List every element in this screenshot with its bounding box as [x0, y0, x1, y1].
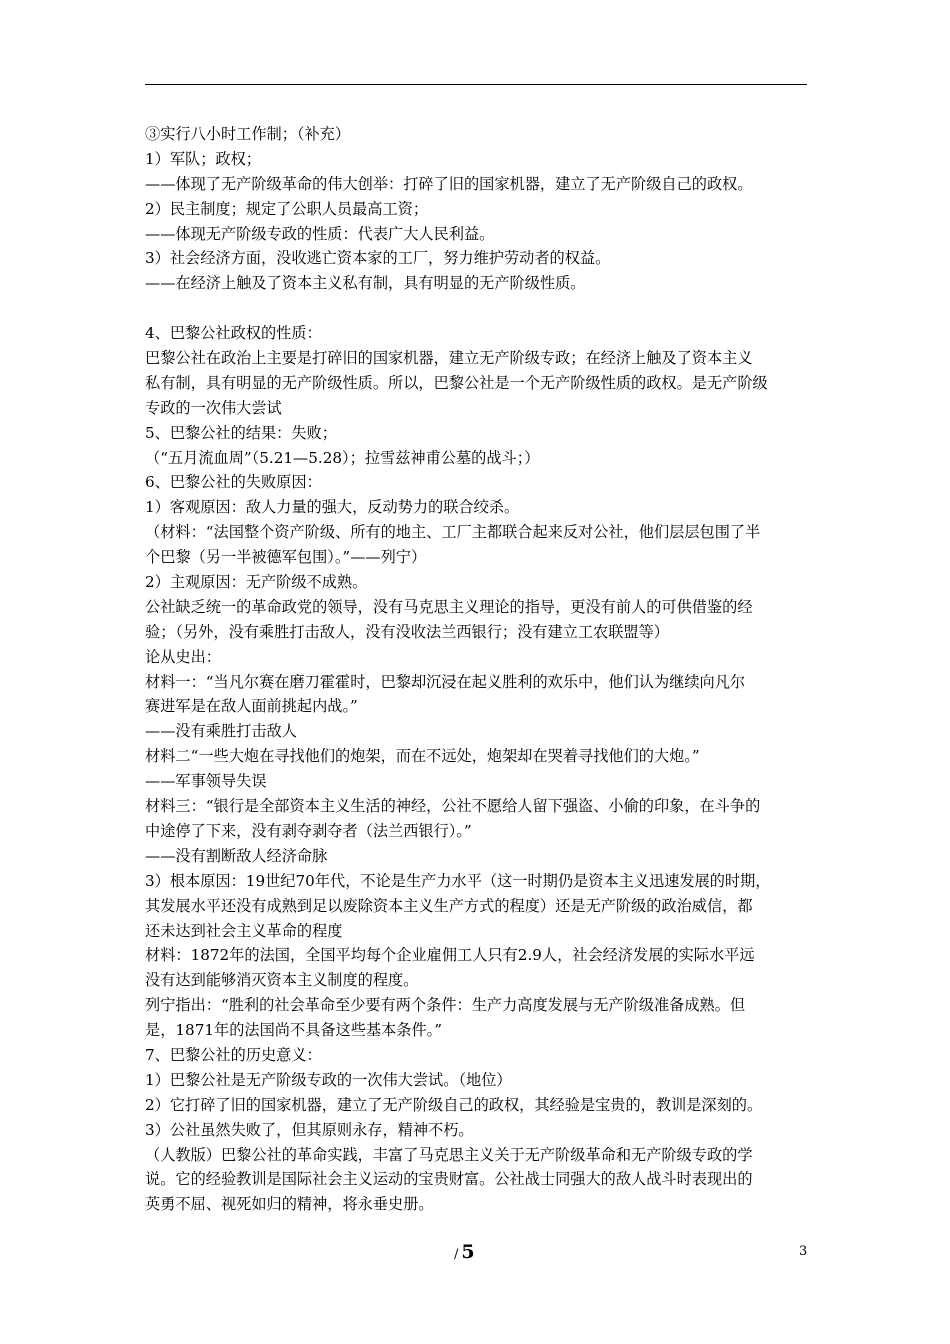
- text-line: 1）巴黎公社是无产阶级专政的一次伟大尝试。（地位）: [145, 1070, 512, 1089]
- text-line: 2）它打碎了旧的国家机器，建立了无产阶级自己的政权，其经验是宝贵的，教训是深刻的。: [145, 1095, 763, 1114]
- text-line: 列宁指出：“胜利的社会革命至少要有两个条件：生产力高度发展与无产阶级准备成熟。但: [145, 996, 746, 1015]
- text-line: 公社缺乏统一的革命政党的领导，没有马克思主义理论的指导，更没有前人的可供借鉴的经: [145, 597, 753, 616]
- text-line: 4、巴黎公社政权的性质：: [145, 324, 322, 343]
- text-line: 验；（另外，没有乘胜打击敌人，没有没收法兰西银行；没有建立工农联盟等）: [145, 622, 669, 641]
- text-line: 赛进军是在敌人面前挑起内战。”: [145, 697, 358, 716]
- text-line: 材料一：“当凡尔赛在磨刀霍霍时，巴黎却沉浸在起义胜利的欢乐中，他们认为继续向凡尔: [145, 672, 746, 691]
- text-line: 是，1871年的法国尚不具备这些基本条件。”: [145, 1021, 443, 1040]
- text-line: 巴黎公社在政治上主要是打碎旧的国家机器，建立无产阶级专政；在经济上触及了资本主义: [145, 349, 753, 368]
- text-line: 材料：1872年的法国，全国平均每个企业雇佣工人只有2.9人，社会经济发展的实际水平远: [145, 946, 755, 965]
- text-line: 3）社会经济方面，没收逃亡资本家的工厂，努力维护劳动者的权益。: [145, 249, 611, 268]
- text-line: 2）主观原因：无产阶级不成熟。: [145, 573, 368, 592]
- page-total-slash: /: [454, 1247, 459, 1262]
- text-line: ——没有割断敌人经济命脉: [145, 846, 328, 865]
- text-line: ——体现了无产阶级革命的伟大创举：打碎了旧的国家机器，建立了无产阶级自己的政权。: [145, 174, 753, 193]
- text-line: 说。它的经验教训是国际社会主义运动的宝贵财富。公社战士同强大的敌人战斗时表现出的: [145, 1170, 753, 1189]
- text-line: （材料：“法国整个资产阶级、所有的地主、工厂主都联合起来反对公社，他们层层包围了半: [145, 523, 761, 542]
- text-line: 3）根本原因：19世纪70年代，不论是生产力水平（这一时期仍是资本主义迅速发展的时期，: [145, 871, 771, 890]
- text-line: 没有达到能够消灭资本主义制度的程度。: [145, 971, 419, 990]
- page-total-number: 5: [461, 1241, 475, 1263]
- text-line: 专政的一次伟大尝试: [145, 398, 282, 417]
- text-line: （“五月流血周”（5.21—5.28）；拉雪兹神甫公墓的战斗；）: [145, 448, 540, 467]
- text-line: 还未达到社会主义革命的程度: [145, 921, 343, 940]
- text-line: 1）客观原因：敌人力量的强大，反动势力的联合绞杀。: [145, 498, 520, 517]
- text-line: 6、巴黎公社的失败原因：: [145, 473, 322, 492]
- header-rule: [145, 84, 807, 85]
- text-line: 材料三：“银行是全部资本主义生活的神经，公社不愿给人留下强盗、小偷的印象，在斗争的: [145, 797, 761, 816]
- text-line: 私有制，具有明显的无产阶级性质。所以，巴黎公社是一个无产阶级性质的政权。是无产阶级: [145, 373, 768, 392]
- text-line: ——没有乘胜打击敌人: [145, 722, 297, 741]
- text-line: ③实行八小时工作制；（补充）: [145, 125, 351, 143]
- blank-line: [145, 296, 807, 321]
- text-line: 论从史出：: [145, 647, 221, 666]
- text-line: 个巴黎（另一半被德军包围）。”——列宁）: [145, 548, 427, 567]
- text-line: ——体现无产阶级专政的性质：代表广大人民利益。: [145, 224, 495, 243]
- text-line: 2）民主制度；规定了公职人员最高工资；: [145, 199, 429, 218]
- text-line: 3）公社虽然失败了，但其原则永存，精神不朽。: [145, 1120, 474, 1139]
- text-line: 1）军队；政权；: [145, 149, 261, 168]
- page-number: 3: [799, 1244, 808, 1259]
- text-line: ——在经济上触及了资本主义私有制，具有明显的无产阶级性质。: [145, 274, 586, 293]
- text-line: 中途停了下来，没有剥夺剥夺者（法兰西银行）。”: [145, 821, 472, 840]
- text-line: ——军事领导失误: [145, 772, 267, 791]
- text-line: （人教版）巴黎公社的革命实践，丰富了马克思主义关于无产阶级革命和无产阶级专政的学: [145, 1145, 753, 1164]
- text-line: 5、巴黎公社的结果：失败；: [145, 423, 337, 442]
- page-total: [454, 1241, 475, 1263]
- text-line: 其发展水平还没有成熟到足以废除资本主义生产方式的程度）还是无产阶级的政治威信，都: [145, 896, 753, 915]
- text-line: 英勇不屈、视死如归的精神，将永垂史册。: [145, 1195, 434, 1214]
- text-line: 7、巴黎公社的历史意义：: [145, 1045, 322, 1064]
- text-line: 材料二“一些大炮在寻找他们的炮架，而在不远处，炮架却在哭着寻找他们的大炮。”: [145, 747, 700, 766]
- document-body: [145, 122, 807, 1217]
